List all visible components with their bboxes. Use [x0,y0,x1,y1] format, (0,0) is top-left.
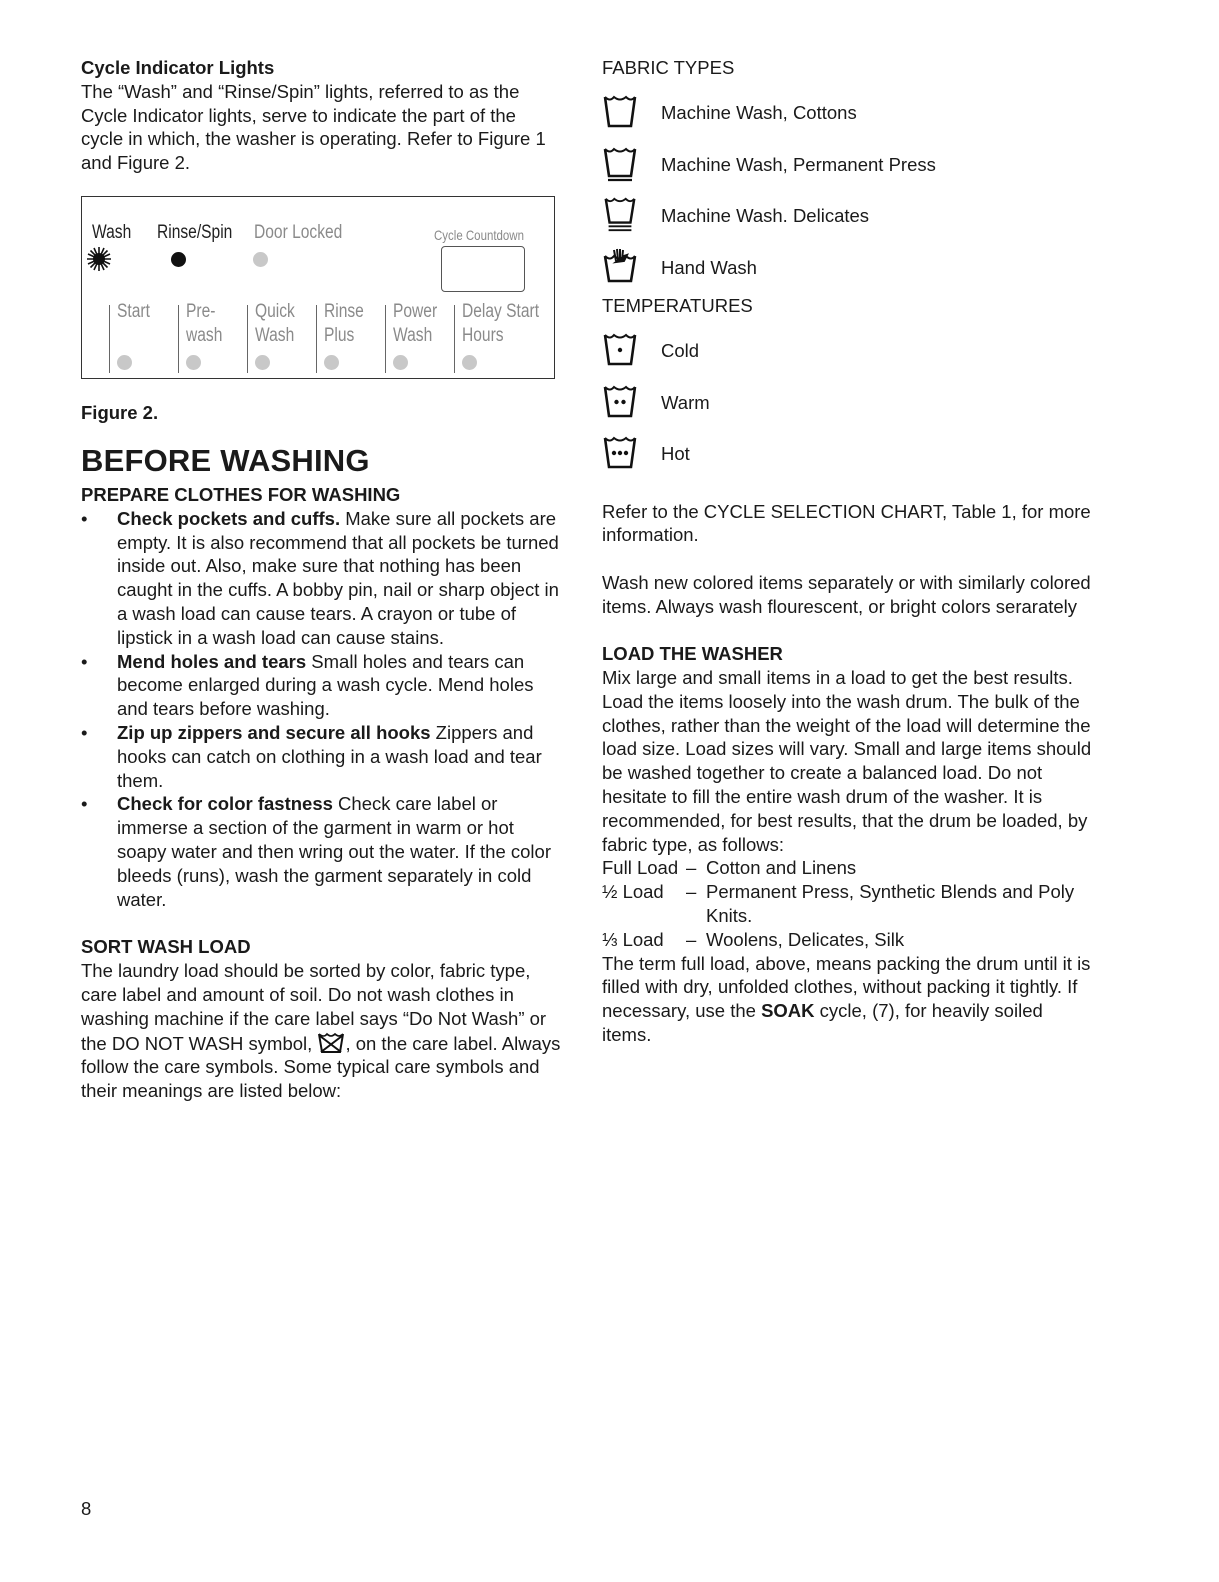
rinse-plus-label: Rinse [324,300,364,322]
bullet-mark: • [81,650,88,672]
rinse-spin-light-label: Rinse/Spin [157,221,233,243]
figure-caption: Figure 2. [81,401,159,423]
load-value: Permanent Press, Synthetic Blends and Poly Knits. [706,881,1075,927]
cold-wash-icon [602,330,638,368]
sort-wash-load-text [81,959,561,1103]
bullet-bold: Check pockets and cuffs. [117,507,341,529]
quick-wash-light [255,355,270,370]
cycle-indicator-text: The “Wash” and “Rinse/Spin” lights, referred to as the Cycle Indicator lights, serve to indicate the part of the cycle in which, the washer is operating. Refer to Figure 1 and Figure 2. [81,80,546,174]
load-row [602,928,1092,952]
full-load-text-b: cycle, (7), for heavily soiled items. [602,1000,1043,1046]
temperatures-list [602,330,1092,485]
power-wash-light [393,355,408,370]
quick-wash-label-2: Wash [255,324,295,346]
control-panel-figure [81,196,555,379]
bullet-mark: • [81,793,88,815]
list-item [81,650,561,721]
quick-wash-button[interactable] [247,300,295,373]
sort-wash-load-title: SORT WASH LOAD [81,936,251,958]
warm-wash-icon [602,382,638,420]
prewash-label: Pre- [186,300,216,322]
machine-wash-cottons-icon [602,92,638,130]
start-label: Start [117,300,150,322]
load-value: Cotton and Linens [706,857,857,879]
load-dash: – [686,857,697,879]
prewash-label-2: wash [186,324,223,346]
temperature-label: Cold [661,340,700,361]
soak-cycle-name: SOAK [761,1000,815,1022]
fabric-types-title: FABRIC TYPES [602,57,735,78]
delay-start-button[interactable] [454,300,540,373]
bullet-text: Check care label or immerse a section of the garment in warm or hot soapy water and then wring out the water. If the color bleeds (runs), wash the garment separately in cold water. [117,793,551,910]
list-item [602,433,1092,485]
refer-chart-text: Refer to the CYCLE SELECTION CHART, Table 1, for more information. [602,500,1091,546]
bullet-text: Make sure all pockets are empty. It is also recommend that all pockets be turned inside out. Also, make sure that nothing has been caught in the cuffs. A bobby pin, nail or sharp object in a wash load can cause tears. A crayon or tube of lipstick in a wash load can cause stains. [117,507,559,648]
fabric-label: Machine Wash. Delicates [661,205,870,226]
right-column [602,56,1092,1047]
quick-wash-label: Quick [255,300,295,322]
hand-wash-icon [602,247,638,285]
load-row [602,856,1092,880]
load-key: ½ Load [602,881,664,903]
fabric-label: Machine Wash, Permanent Press [661,153,936,175]
bullet-bold: Mend holes and tears [117,650,307,672]
cycle-indicator-title: Cycle Indicator Lights [81,57,275,78]
bullet-mark: • [81,721,88,743]
load-washer-title: LOAD THE WASHER [602,643,783,665]
load-dash: – [686,928,697,950]
full-load-text-a: The term full load, above, means packing the drum until it is filled with dry, unfolded clothes, without packing it tightly. If necessary, use the [602,952,1091,1022]
load-row [602,880,1092,928]
bullet-text: Small holes and tears can become enlarged during a wash cycle. Mend holes and tears before washing. [117,650,534,720]
list-item [602,195,1092,247]
delay-start-label-2: Hours [462,324,504,346]
do-not-wash-icon [317,1031,345,1055]
load-dash: – [686,881,697,903]
delay-start-label: Delay Start [462,300,540,322]
page-heading: BEFORE WASHING [81,442,370,478]
list-item [602,144,1092,196]
cycle-countdown-display [441,246,525,292]
load-washer-text: Mix large and small items in a load to get the best results. Load the items loosely into the wash drum. The bulk of the clothes, rather than the weight of the load will determine the load size. Load sizes will vary. Small and large items should be washed together to create a balanced load. Do not hesitate to fill the entire wash drum of the washer. It is recommended, for best results, that the drum be loaded, by fabric type, as follows: [602,667,1092,855]
start-button[interactable] [109,300,150,373]
start-light [117,355,132,370]
bullet-bold: Check for color fastness [117,793,333,815]
door-locked-light [253,252,268,267]
wash-colored-text: Wash new colored items separately or with similarly colored items. Always wash flourescent, or bright colors serarately [602,571,1091,617]
prewash-button[interactable] [178,300,223,373]
load-key: Full Load [602,857,679,879]
cycle-countdown-label: Cycle Countdown [434,226,524,243]
full-load-text [602,952,1092,1047]
sort-text-b: , on the care label. Always follow the care symbols. Some typical care symbols and their meanings are listed below: [81,1032,561,1102]
left-column [81,56,561,1103]
wash-light-label: Wash [92,221,132,243]
wash-light-on-icon [86,246,112,272]
fabric-types-list [602,92,1092,298]
load-key: ⅓ Load [602,928,664,950]
hot-wash-icon [602,433,638,471]
fabric-label: Hand Wash [661,256,757,278]
bullet-text: Zippers and hooks can catch on clothing in a wash load and tear them. [117,721,542,791]
temperature-label: Warm [661,391,710,413]
list-item [602,330,1092,382]
bullet-bold: Zip up zippers and secure all hooks [117,721,431,743]
door-locked-label: Door Locked [254,221,343,243]
rinse-plus-button[interactable] [316,300,364,373]
list-item [81,507,561,650]
list-item [602,382,1092,434]
temperature-label: Hot [661,443,690,464]
machine-wash-delicates-icon [602,195,638,233]
power-wash-button[interactable] [385,300,438,373]
prewash-light [186,355,201,370]
power-wash-label: Power [393,300,438,322]
list-item [602,92,1092,144]
list-item [81,792,561,911]
fabric-label: Machine Wash, Cottons [661,102,857,123]
machine-wash-permanent-press-icon [602,144,638,182]
temperatures-title: TEMPERATURES [602,295,753,316]
rinse-plus-light [324,355,339,370]
delay-start-light [462,355,477,370]
page-number: 8 [81,1498,92,1519]
list-item [602,247,1092,299]
prepare-clothes-title: PREPARE CLOTHES FOR WASHING [81,483,401,505]
load-value: Woolens, Delicates, Silk [706,928,905,950]
bullet-mark: • [81,507,88,529]
prepare-bullet-list [81,507,561,912]
sort-text-a: The laundry load should be sorted by color, fabric type, care label and amount of soil. Do not wash clothes in washing machine if the care label says “Do Not Wash” or the DO NOT WASH symbol, [81,960,547,1054]
rinse-plus-label-2: Plus [324,324,355,346]
list-item [81,721,561,792]
rinse-spin-light [171,252,186,267]
power-wash-label-2: Wash [393,324,433,346]
